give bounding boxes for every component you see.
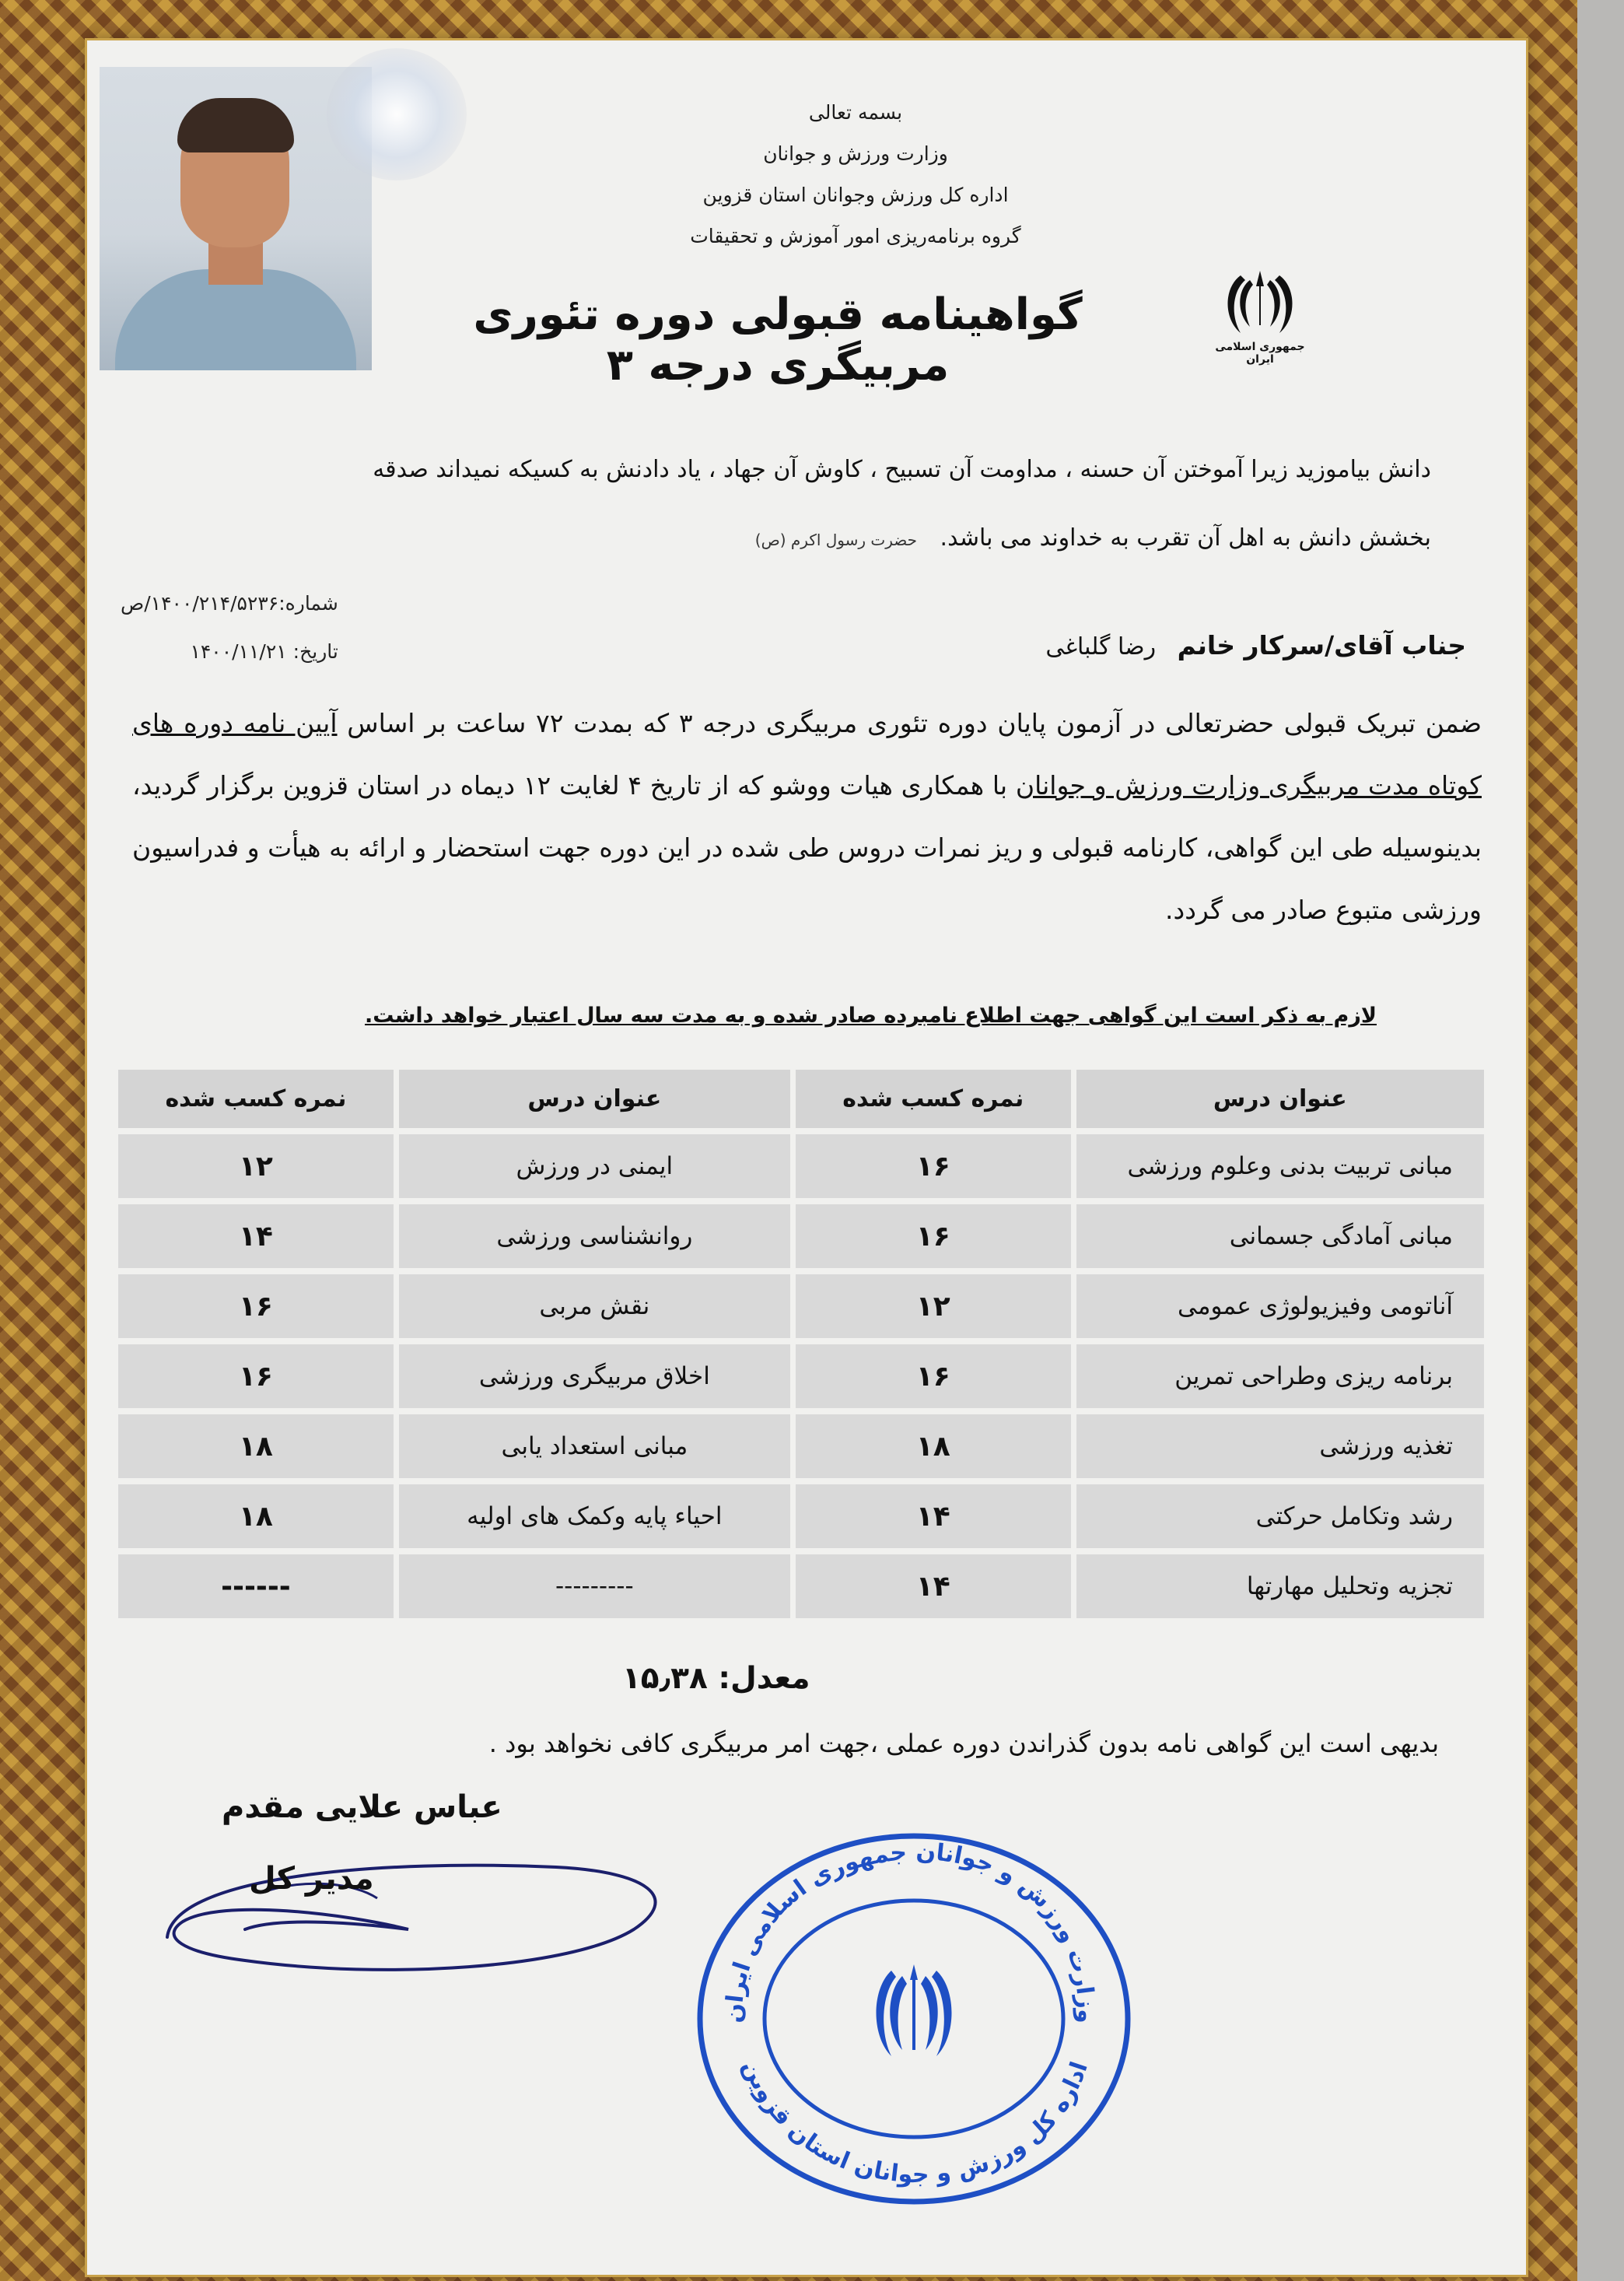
- svg-text:وزارت ورزش و جوانان جمهوری اسل: [720, 1838, 1099, 2023]
- course-name: مبانی تربیت بدنی وعلوم ورزشی: [1076, 1134, 1484, 1198]
- recipient-name: رضا گلباغی: [1045, 633, 1157, 660]
- course-name: نقش مربی: [399, 1274, 790, 1338]
- course-grade: ۱۲: [796, 1274, 1071, 1338]
- body-part-2: با همکاری هیات ووشو که از تاریخ ۴ لغایت ۱۲ دیماه در استان قزوین برگزار گردید، بدینوسیله طی این گواهی، کارنامه قبولی و ریز نمرات دروس طی شده در این دوره جهت استحضار و ارائه به هیأت و فدراسیون ورزشی متبوع صادر می گردد.: [132, 770, 1482, 925]
- grades-table: [113, 1063, 1489, 1624]
- course-grade: ۱۴: [796, 1484, 1071, 1548]
- letter-date: [121, 628, 338, 676]
- course-name: آناتومی وفیزیولوژی عمومی: [1076, 1274, 1484, 1338]
- course-name: اخلاق مربیگری ورزشی: [399, 1344, 790, 1408]
- hadith-reference: حضرت رسول اکرم (ص): [754, 531, 917, 549]
- course-name: برنامه ریزی وطراحی تمرین: [1076, 1344, 1484, 1408]
- addressee: [778, 630, 1466, 660]
- column-header: عنوان درس: [399, 1070, 790, 1128]
- course-grade: ۱۴: [118, 1204, 394, 1268]
- body-part-1: ضمن تبریک قبولی حضرتعالی در آزمون پایان دوره تئوری مربیگری درجه ۳ که بمدت ۷۲ ساعت بر اساس: [337, 708, 1482, 738]
- stamp-bottom-text: اداره کل ورزش و جوانان استان قزوین: [737, 2056, 1094, 2189]
- signatory-title: مدیر کل: [249, 1861, 374, 1897]
- date-label: تاریخ:: [292, 640, 338, 663]
- letter-number: [121, 580, 338, 628]
- hologram-seal-icon: [327, 48, 467, 180]
- table-row: [118, 1554, 1484, 1618]
- course-name: احیاء پایه وکمک های اولیه: [399, 1484, 790, 1548]
- date-value: ۱۴۰۰/۱۱/۲۱: [190, 640, 287, 663]
- average-label: معدل:: [718, 1661, 810, 1696]
- course-grade: ۱۴: [796, 1554, 1071, 1618]
- regulation-reference: آیین نامه دوره های کوتاه مدت مربیگری وزارت ورزش و جوانان: [132, 708, 1482, 801]
- course-name: ---------: [399, 1554, 790, 1618]
- background-strip: [1577, 0, 1624, 2281]
- course-name: تغذیه ورزشی: [1076, 1414, 1484, 1478]
- course-name: مبانی آمادگی جسمانی: [1076, 1204, 1484, 1268]
- course-grade: ۱۸: [118, 1414, 394, 1478]
- course-grade: ۱۶: [118, 1344, 394, 1408]
- hadith-quote: [156, 436, 1431, 574]
- header-line: اداره کل ورزش وجوانان استان قزوین: [702, 184, 1009, 206]
- course-grade: ۱۶: [796, 1344, 1071, 1408]
- course-grade: ۱۸: [118, 1484, 394, 1548]
- course-name: مبانی استعداد یابی: [399, 1414, 790, 1478]
- stamp-emblem-icon: [877, 1964, 952, 2056]
- hadith-line-2: [156, 504, 1431, 574]
- number-value: ۱۴۰۰/۲۱۴/۵۲۳۶/ص: [121, 592, 279, 615]
- stamp-top-text: وزارت ورزش و جوانان جمهوری اسلامی ایران: [720, 1838, 1100, 2023]
- header-line: گروه برنامه‌ریزی امور آموزش و تحقیقات: [690, 225, 1021, 247]
- letter-meta: [121, 580, 338, 676]
- course-grade: ۱۶: [118, 1274, 394, 1338]
- validity-notice: لازم به ذکر است این گواهی جهت اطلاع نامبرده صادر شده و به مدت سه سال اعتبار خواهد داشت.: [365, 1004, 1377, 1028]
- column-header: عنوان درس: [1076, 1070, 1484, 1128]
- course-grade: ۱۶: [796, 1134, 1071, 1198]
- handwritten-signature: [152, 1844, 681, 1992]
- course-name: تجزیه وتحلیل مهارتها: [1076, 1554, 1484, 1618]
- course-grade: ۱۲: [118, 1134, 394, 1198]
- column-header: نمره کسب شده: [118, 1070, 394, 1128]
- official-stamp: [684, 1805, 1143, 2209]
- table-row: [118, 1274, 1484, 1338]
- signatory-name: عباس علایی مقدم: [222, 1789, 502, 1825]
- column-header: نمره کسب شده: [796, 1070, 1071, 1128]
- certificate-body: [132, 692, 1482, 941]
- course-name: ایمنی در ورزش: [399, 1134, 790, 1198]
- table-header-row: [118, 1070, 1484, 1128]
- course-name: روانشناسی ورزشی: [399, 1204, 790, 1268]
- practical-course-remark: بدیهی است این گواهی نامه بدون گذراندن دوره عملی ،جهت امر مربیگری کافی نخواهد بود .: [488, 1729, 1439, 1758]
- course-grade: ۱۸: [796, 1414, 1071, 1478]
- table-row: [118, 1344, 1484, 1408]
- course-grade: ------: [118, 1554, 394, 1618]
- average-value: ۱۵٫۳۸: [622, 1661, 708, 1696]
- hadith-line-text: بخشش دانش به اهل آن تقرب به خداوند می باشد.: [940, 524, 1431, 552]
- hadith-line: دانش بیاموزید زیرا آموختن آن حسنه ، مداومت آن تسبیح ، کاوش آن جهاد ، یاد دادنش به کسیکه نمیداند صدقه: [373, 456, 1431, 483]
- course-grade: ۱۶: [796, 1204, 1071, 1268]
- number-label: شماره:: [278, 592, 338, 615]
- table-row: [118, 1484, 1484, 1548]
- table-row: [118, 1414, 1484, 1478]
- grade-average: [622, 1661, 810, 1696]
- salutation: جناب آقای/سرکار خانم: [1177, 630, 1466, 660]
- header-line: بسمه تعالی: [808, 101, 903, 124]
- letterhead: [544, 92, 1167, 257]
- iran-emblem-icon: [1209, 265, 1311, 366]
- emblem-caption: جمهوری اسلامی ایران: [1215, 341, 1305, 366]
- header-line: وزارت ورزش و جوانان: [763, 142, 948, 165]
- table-row: [118, 1204, 1484, 1268]
- table-row: [118, 1134, 1484, 1198]
- certificate-title: گواهینامه قبولی دوره تئوری مربیگری درجه ۳: [473, 289, 1083, 391]
- course-name: رشد وتکامل حرکتی: [1076, 1484, 1484, 1548]
